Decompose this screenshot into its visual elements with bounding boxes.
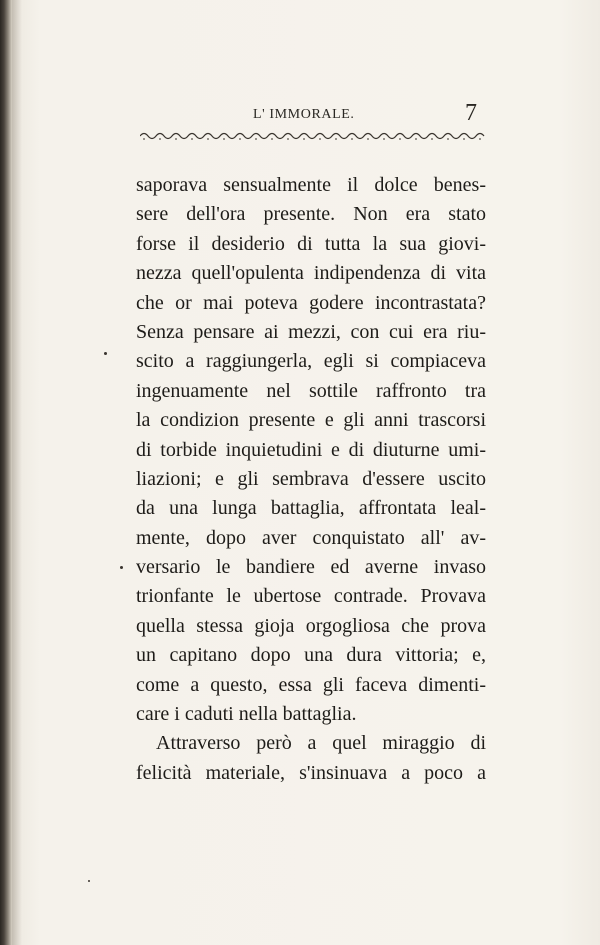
paper-speck bbox=[88, 880, 90, 882]
text-line: Senza pensare ai mezzi, con cui era riu- bbox=[136, 320, 486, 343]
text-line: che or mai poteva godere incontrastata? bbox=[136, 291, 486, 314]
text-line: scito a raggiungerla, egli si compiaceva bbox=[136, 350, 486, 373]
text-line: forse il desiderio di tutta la sua giovi- bbox=[136, 232, 486, 255]
body-text bbox=[136, 171, 486, 788]
text-line: la condizion presente e gli anni trascorsi bbox=[136, 409, 486, 432]
text-line: un capitano dopo una dura vittoria; e, bbox=[136, 644, 486, 667]
text-line: da una lunga battaglia, affrontata leal- bbox=[136, 497, 486, 520]
text-line: di torbide inquietudini e di diuturne umi- bbox=[136, 438, 486, 461]
gutter-shadow bbox=[12, 0, 22, 945]
paper-speck bbox=[120, 566, 123, 569]
text-line: quella stessa gioja orgogliosa che prova bbox=[136, 614, 486, 637]
decorative-rule-ornament bbox=[140, 131, 486, 141]
text-line: sere dell'ora presente. Non era stato bbox=[136, 203, 486, 226]
text-line: saporava sensualmente il dolce benes- bbox=[136, 174, 486, 196]
text-line: come a questo, essa gli faceva dimenti- bbox=[136, 673, 486, 696]
page-number: 7 bbox=[465, 100, 477, 126]
text-line: Attraverso però a quel miraggio di bbox=[156, 732, 486, 755]
book-spine-edge bbox=[0, 0, 12, 945]
text-line: felicità materiale, s'insinuava a poco a bbox=[136, 761, 486, 784]
paper-speck bbox=[104, 352, 107, 355]
text-line: care i caduti nella battaglia. bbox=[136, 703, 357, 726]
text-line: versario le bandiere ed averne invaso bbox=[136, 556, 486, 579]
text-line: trionfante le ubertose contrade. Provava bbox=[136, 585, 486, 608]
text-line: mente, dopo aver conquistato all' av- bbox=[136, 526, 486, 549]
running-title: L' IMMORALE. bbox=[253, 107, 355, 122]
text-line: ingenuamente nel sottile raffronto tra bbox=[136, 379, 486, 402]
text-line: nezza quell'opulenta indipendenza di vita bbox=[136, 262, 486, 285]
text-line: liazioni; e gli sembrava d'essere uscito bbox=[136, 467, 486, 490]
